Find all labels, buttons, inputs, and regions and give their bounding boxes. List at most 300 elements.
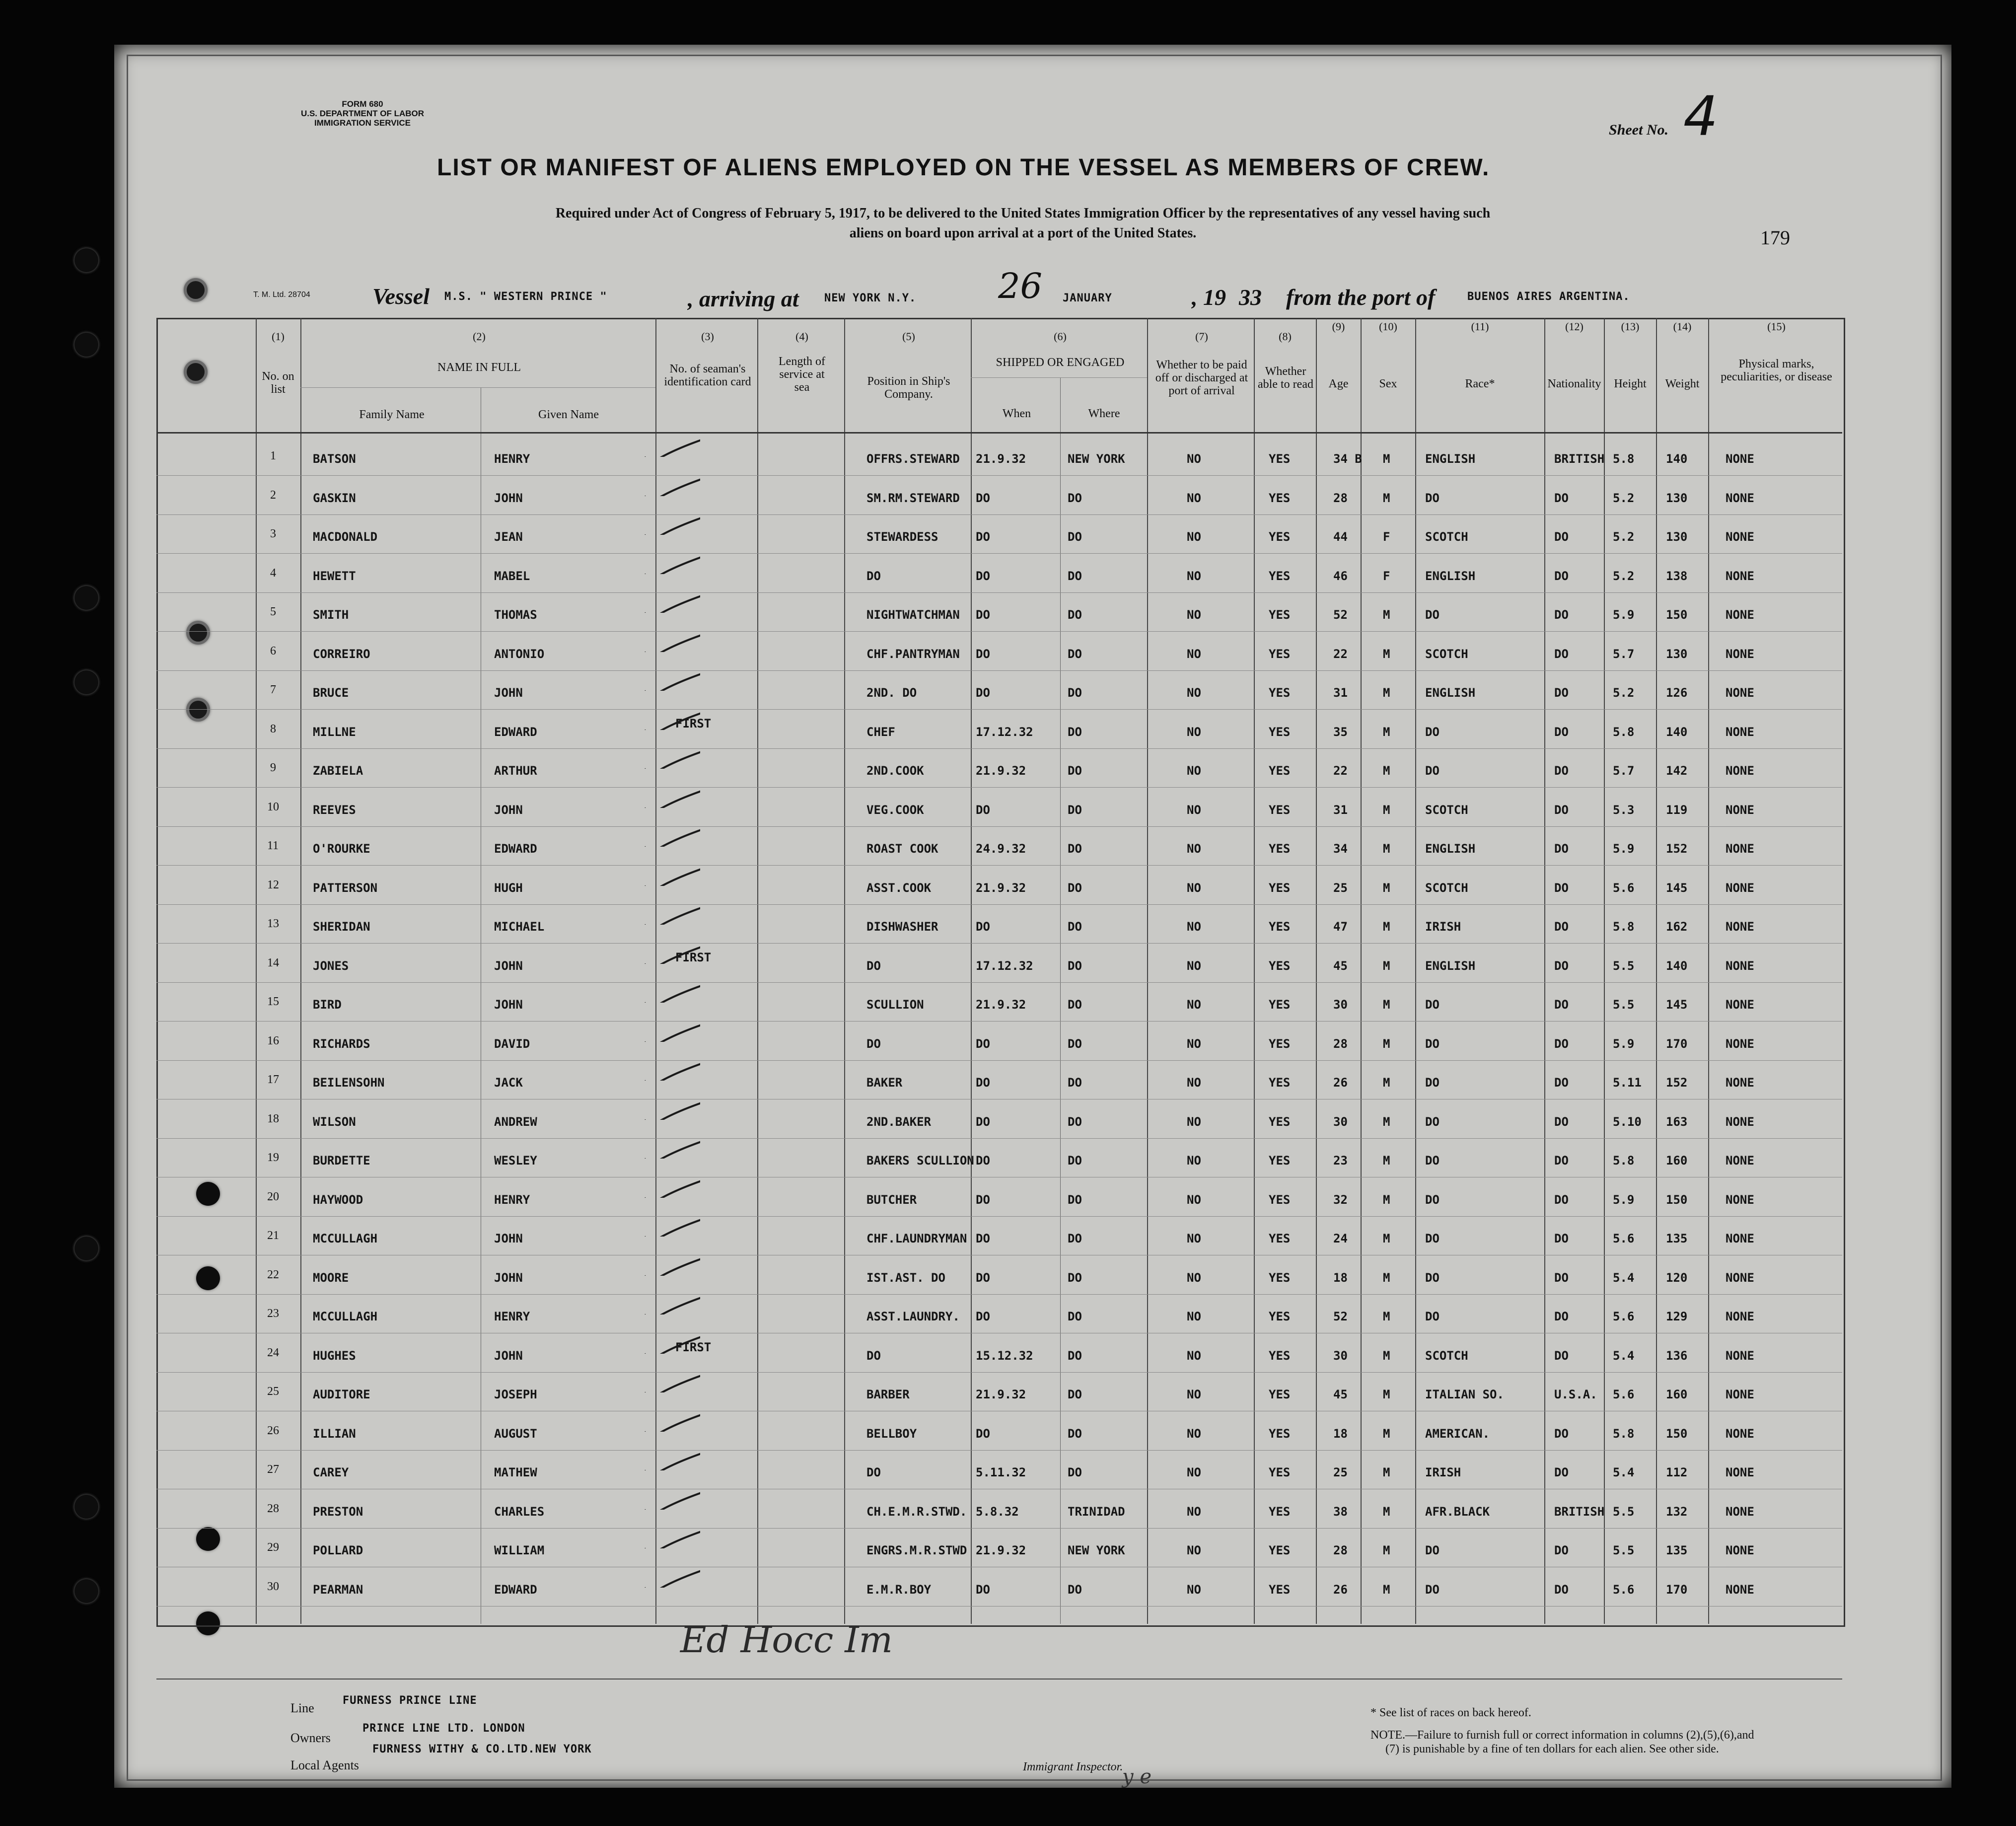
race-cell: ITALIAN SO. (1425, 1388, 1504, 1401)
row-rule (156, 1294, 1842, 1295)
shipped-where-cell: DO (1068, 1388, 1082, 1401)
row-number-cell: 5 (270, 605, 276, 618)
row-number-cell: 16 (267, 1034, 279, 1047)
paid-off-cell: NO (1187, 803, 1201, 817)
nationality-cell: DO (1554, 647, 1569, 661)
race-cell: DO (1425, 998, 1440, 1012)
position-cell: NIGHTWATCHMAN (866, 608, 960, 622)
table-row (0, 449, 2016, 489)
shipped-where-cell: DO (1068, 491, 1082, 505)
given-name-cell: HENRY (494, 1193, 530, 1207)
checkmark-icon (641, 1139, 700, 1159)
table-row (0, 1385, 2016, 1424)
physical-marks-cell: NONE (1726, 1505, 1754, 1519)
race-cell: DO (1425, 1037, 1440, 1051)
given-name-cell: HENRY (494, 452, 530, 466)
shipped-when-cell: DO (976, 686, 990, 700)
col-6-number: (6) (1054, 330, 1067, 343)
family-name-cell: RICHARDS (313, 1037, 370, 1051)
physical-marks-cell: NONE (1726, 1465, 1754, 1479)
height-cell: 5.9 (1613, 842, 1635, 856)
paid-off-cell: NO (1187, 1271, 1201, 1285)
paid-off-cell: NO (1187, 725, 1201, 739)
weight-cell: 160 (1666, 1388, 1688, 1401)
table-row (0, 1034, 2016, 1074)
shipped-where-cell: NEW YORK (1068, 452, 1125, 466)
weight-cell: 150 (1666, 608, 1688, 622)
page-number: 179 (1760, 226, 1790, 249)
handwritten-signature: Ed Hocc Im (680, 1619, 893, 1661)
age-cell: 25 (1333, 881, 1348, 895)
family-name-cell: JONES (313, 959, 349, 973)
physical-marks-cell: NONE (1726, 491, 1754, 505)
position-cell: ROAST COOK (866, 842, 938, 856)
physical-marks-cell: NONE (1726, 920, 1754, 934)
nationality-cell: DO (1554, 725, 1569, 739)
weight-cell: 162 (1666, 920, 1688, 934)
race-cell: DO (1425, 1154, 1440, 1168)
age-cell: 23 (1333, 1154, 1348, 1168)
page-mark: y e (1122, 1765, 1152, 1788)
nationality-cell: DO (1554, 1076, 1569, 1090)
age-cell: 35 (1333, 725, 1348, 739)
given-name-cell: MABEL (494, 569, 530, 583)
shipped-when-cell: DO (976, 1115, 990, 1129)
subtitle (348, 204, 1698, 243)
shipped-where-cell: DO (1068, 1037, 1082, 1051)
able-to-read-cell: YES (1269, 842, 1291, 856)
table-row (0, 1268, 2016, 1308)
shipped-where-cell: DO (1068, 998, 1082, 1012)
family-name-cell: SMITH (313, 608, 349, 622)
arriving-label: , arriving at (688, 286, 799, 311)
sex-cell: F (1383, 530, 1390, 544)
shipped-when-cell: DO (976, 1310, 990, 1323)
subtitle-line-2: aliens on board upon arrival at a port of the United States. (849, 225, 1197, 241)
physical-marks-cell: NONE (1726, 1037, 1754, 1051)
height-cell: 5.5 (1613, 959, 1635, 973)
shipped-where-cell: DO (1068, 842, 1082, 856)
weight-cell: 132 (1666, 1505, 1688, 1519)
race-cell: DO (1425, 1115, 1440, 1129)
checkmark-icon (641, 1022, 700, 1042)
shipped-when-cell: DO (976, 1076, 990, 1090)
race-cell: IRISH (1425, 1465, 1461, 1479)
weight-cell: 130 (1666, 530, 1688, 544)
table-row (0, 801, 2016, 840)
paid-off-cell: NO (1187, 881, 1201, 895)
shipped-where-cell: DO (1068, 803, 1082, 817)
physical-marks-cell: NONE (1726, 725, 1754, 739)
able-to-read-cell: YES (1269, 920, 1291, 934)
paid-off-cell: NO (1187, 686, 1201, 700)
given-name-cell: JOHN (494, 1349, 523, 1363)
height-cell: 5.2 (1613, 530, 1635, 544)
row-number-cell: 26 (267, 1424, 279, 1437)
family-name-cell: WILSON (313, 1115, 356, 1129)
col-13-number: (13) (1621, 320, 1640, 333)
nationality-cell: DO (1554, 1583, 1569, 1597)
shipped-where-cell: DO (1068, 1076, 1082, 1090)
shipped-when-cell: DO (976, 920, 990, 934)
nationality-cell: DO (1554, 1543, 1569, 1557)
checkmark-icon (641, 1178, 700, 1198)
age-cell: 52 (1333, 608, 1348, 622)
height-cell: 5.6 (1613, 1232, 1635, 1245)
row-rule (156, 1606, 1842, 1607)
line-label: Line (290, 1701, 314, 1715)
family-name-cell: HAYWOOD (313, 1193, 363, 1207)
weight-cell: 120 (1666, 1271, 1688, 1285)
physical-marks-cell: NONE (1726, 530, 1754, 544)
checkmark-icon (641, 1334, 700, 1354)
able-to-read-cell: YES (1269, 1115, 1291, 1129)
weight-cell: 135 (1666, 1232, 1688, 1245)
checkmark-icon (641, 1256, 700, 1276)
given-name-cell: JOHN (494, 959, 523, 973)
binder-hole (74, 248, 98, 272)
owners-value-1: PRINCE LINE LTD. LONDON (362, 1722, 525, 1735)
checkmark-icon (641, 437, 700, 457)
height-cell: 5.5 (1613, 1505, 1635, 1519)
footer-divider (156, 1679, 1842, 1680)
arrival-month: JANUARY (1063, 292, 1112, 304)
sex-cell: M (1383, 647, 1390, 661)
sex-cell: M (1383, 686, 1390, 700)
col-6b-header: Where (1088, 407, 1120, 420)
paid-off-cell: NO (1187, 647, 1201, 661)
sex-cell: M (1383, 1115, 1390, 1129)
paid-off-cell: NO (1187, 1076, 1201, 1090)
paid-off-cell: NO (1187, 998, 1201, 1012)
family-name-cell: BEILENSOHN (313, 1076, 385, 1090)
position-cell: DO (866, 1465, 881, 1479)
age-cell: 38 (1333, 1505, 1348, 1519)
given-name-cell: ARTHUR (494, 764, 537, 778)
checkmark-icon (641, 1490, 700, 1510)
table-row (0, 1502, 2016, 1541)
sex-cell: M (1383, 1583, 1390, 1597)
nationality-cell: DO (1554, 1193, 1569, 1207)
row-number-cell: 12 (267, 878, 279, 891)
sub-header-line (971, 377, 1147, 378)
shipped-where-cell: DO (1068, 530, 1082, 544)
position-cell: OFFRS.STEWARD (866, 452, 960, 466)
col-13-header: Height (1614, 377, 1647, 390)
row-rule (156, 670, 1842, 671)
race-cell: DO (1425, 1232, 1440, 1245)
age-cell: 28 (1333, 1543, 1348, 1557)
height-cell: 5.6 (1613, 1310, 1635, 1323)
race-cell: DO (1425, 1193, 1440, 1207)
vessel-name: M.S. " WESTERN PRINCE " (444, 291, 607, 303)
row-number-cell: 8 (270, 723, 276, 735)
shipped-where-cell: DO (1068, 725, 1082, 739)
col-2b-header: Given Name (538, 408, 599, 421)
penalty-note-line-1: NOTE.—Failure to furnish full or correct information in columns (2),(5),(6),and (1370, 1729, 1754, 1742)
position-cell: SM.RM.STEWARD (866, 491, 960, 505)
age-cell: 32 (1333, 1193, 1348, 1207)
race-cell: SCOTCH (1425, 647, 1468, 661)
physical-marks-cell: NONE (1726, 569, 1754, 583)
height-cell: 5.2 (1613, 491, 1635, 505)
checkmark-icon (641, 1295, 700, 1315)
col-10-number: (10) (1379, 320, 1397, 333)
physical-marks-cell: NONE (1726, 1076, 1754, 1090)
family-name-cell: BRUCE (313, 686, 349, 700)
able-to-read-cell: YES (1269, 530, 1291, 544)
given-name-cell: WILLIAM (494, 1543, 545, 1557)
row-number-cell: 30 (267, 1580, 279, 1593)
weight-cell: 135 (1666, 1543, 1688, 1557)
age-cell: 30 (1333, 1349, 1348, 1363)
paid-off-cell: NO (1187, 1154, 1201, 1168)
nationality-cell: DO (1554, 1427, 1569, 1441)
sex-cell: M (1383, 1310, 1390, 1323)
sex-cell: M (1383, 1193, 1390, 1207)
row-rule (156, 1372, 1842, 1373)
row-number-cell: 6 (270, 645, 276, 657)
able-to-read-cell: YES (1269, 569, 1291, 583)
height-cell: 5.3 (1613, 803, 1635, 817)
sex-cell: M (1383, 1505, 1390, 1519)
row-rule (156, 826, 1842, 827)
physical-marks-cell: NONE (1726, 1427, 1754, 1441)
age-cell: 47 (1333, 920, 1348, 934)
age-cell: 45 (1333, 959, 1348, 973)
able-to-read-cell: YES (1269, 647, 1291, 661)
race-cell: IRISH (1425, 920, 1461, 934)
height-cell: 5.10 (1613, 1115, 1642, 1129)
family-name-cell: MILLNE (313, 725, 356, 739)
binder-hole (74, 333, 98, 357)
race-cell: DO (1425, 1310, 1440, 1323)
physical-marks-cell: NONE (1726, 1232, 1754, 1245)
physical-marks-cell: NONE (1726, 452, 1754, 466)
row-number-cell: 28 (267, 1502, 279, 1515)
nationality-cell: DO (1554, 842, 1569, 856)
col-7-number: (7) (1195, 330, 1208, 343)
given-name-cell: JEAN (494, 530, 523, 544)
col-2-header: NAME IN FULL (437, 361, 521, 374)
checkmark-icon (641, 749, 700, 769)
position-cell: CHF.LAUNDRYMAN (866, 1232, 967, 1245)
departure-port: BUENOS AIRES ARGENTINA. (1467, 291, 1630, 303)
checkmark-icon (641, 1568, 700, 1588)
nationality-cell: DO (1554, 1037, 1569, 1051)
shipped-when-cell: 17.12.32 (976, 959, 1033, 973)
family-name-cell: O'ROURKE (313, 842, 370, 856)
shipped-where-cell: DO (1068, 920, 1082, 934)
sub-header-line (300, 387, 655, 388)
sex-cell: M (1383, 1465, 1390, 1479)
table-row (0, 683, 2016, 723)
table-row (0, 605, 2016, 645)
col-4-header: Length of service at sea (779, 355, 825, 394)
nationality-cell: U.S.A. (1554, 1388, 1597, 1401)
checkmark-icon (641, 632, 700, 652)
row-rule (156, 1138, 1842, 1139)
shipped-when-cell: 15.12.32 (976, 1349, 1033, 1363)
shipped-when-cell: 5.11.32 (976, 1465, 1026, 1479)
arrival-port: NEW YORK N.Y. (824, 292, 917, 304)
sheet-number: 4 (1683, 84, 1718, 148)
physical-marks-cell: NONE (1726, 686, 1754, 700)
col-12-header: Nationality (1547, 377, 1601, 390)
paid-off-cell: NO (1187, 920, 1201, 934)
subtitle-line-1: Required under Act of Congress of February 5, 1917, to be delivered to the United States Immigration Officer by the representatives of any vessel having such (555, 206, 1491, 221)
given-name-cell: JOSEPH (494, 1388, 537, 1401)
form-number: FORM 680 (342, 99, 383, 109)
sex-cell: M (1383, 491, 1390, 505)
able-to-read-cell: YES (1269, 998, 1291, 1012)
age-cell: 24 (1333, 1232, 1348, 1245)
page-title: LIST OR MANIFEST OF ALIENS EMPLOYED ON THE VESSEL AS MEMBERS OF CREW. (437, 154, 1490, 181)
row-rule (156, 631, 1842, 632)
family-name-cell: CORREIRO (313, 647, 370, 661)
row-rule (156, 787, 1842, 788)
shipped-when-cell: 24.9.32 (976, 842, 1026, 856)
race-cell: SCOTCH (1425, 1349, 1468, 1363)
given-name-cell: JOHN (494, 686, 523, 700)
table-row (0, 1580, 2016, 1619)
col-10-header: Sex (1379, 377, 1397, 390)
table-row (0, 1424, 2016, 1463)
shipped-when-cell: DO (976, 1154, 990, 1168)
shipped-when-cell: 21.9.32 (976, 1543, 1026, 1557)
row-number-cell: 9 (270, 761, 276, 774)
shipped-where-cell: DO (1068, 1115, 1082, 1129)
row-number-cell: 14 (267, 956, 279, 969)
age-cell: 26 (1333, 1583, 1348, 1597)
nationality-cell: DO (1554, 1115, 1569, 1129)
weight-cell: 145 (1666, 881, 1688, 895)
physical-marks-cell: NONE (1726, 608, 1754, 622)
given-name-cell: ANTONIO (494, 647, 545, 661)
col-7-header: Whether to be paid off or discharged at port of arrival (1155, 359, 1248, 397)
row-number-cell: 13 (267, 917, 279, 930)
row-number-cell: 1 (270, 449, 276, 462)
age-cell: 22 (1333, 764, 1348, 778)
given-name-cell: MICHAEL (494, 920, 545, 934)
race-cell: AFR.BLACK (1425, 1505, 1490, 1519)
sex-cell: M (1383, 920, 1390, 934)
race-cell: DO (1425, 1271, 1440, 1285)
seaman-card-cell: FIRST (675, 717, 712, 730)
paid-off-cell: NO (1187, 452, 1201, 466)
shipped-when-cell: 21.9.32 (976, 452, 1026, 466)
weight-cell: 136 (1666, 1349, 1688, 1363)
family-name-cell: MOORE (313, 1271, 349, 1285)
physical-marks-cell: NONE (1726, 1115, 1754, 1129)
age-cell: 31 (1333, 803, 1348, 817)
age-cell: 44 (1333, 530, 1348, 544)
able-to-read-cell: YES (1269, 686, 1291, 700)
weight-cell: 140 (1666, 725, 1688, 739)
family-name-cell: SHERIDAN (313, 920, 370, 934)
height-cell: 5.9 (1613, 608, 1635, 622)
shipped-where-cell: DO (1068, 1583, 1082, 1597)
checkmark-icon (641, 1061, 700, 1081)
paid-off-cell: NO (1187, 1505, 1201, 1519)
nationality-cell: DO (1554, 1349, 1569, 1363)
position-cell: STEWARDESS (866, 530, 938, 544)
shipped-when-cell: 5.8.32 (976, 1505, 1019, 1519)
row-rule (156, 1060, 1842, 1061)
position-cell: BARBER (866, 1388, 910, 1401)
race-cell: DO (1425, 608, 1440, 622)
department: U.S. DEPARTMENT OF LABOR (300, 109, 425, 118)
nationality-cell: DO (1554, 530, 1569, 544)
height-cell: 5.4 (1613, 1271, 1635, 1285)
shipped-when-cell: DO (976, 647, 990, 661)
col-11-header: Race* (1465, 377, 1495, 390)
age-cell: 52 (1333, 1310, 1348, 1323)
checkmark-icon (641, 944, 700, 964)
age-cell: 45 (1333, 1388, 1348, 1401)
col-12-number: (12) (1565, 320, 1584, 333)
given-name-cell: JOHN (494, 1271, 523, 1285)
checkmark-icon (641, 593, 700, 613)
binder-ring (184, 278, 208, 302)
seaman-card-cell: FIRST (675, 950, 712, 964)
position-cell: BAKERS SCULLION (866, 1154, 974, 1168)
shipped-where-cell: DO (1068, 569, 1082, 583)
nationality-cell: DO (1554, 881, 1569, 895)
checkmark-icon (641, 1217, 700, 1237)
col-14-number: (14) (1673, 320, 1692, 333)
position-cell: CHF.PANTRYMAN (866, 647, 960, 661)
table-row (0, 1340, 2016, 1386)
table-row (0, 1112, 2016, 1152)
arrival-day: 26 (998, 266, 1043, 306)
able-to-read-cell: YES (1269, 1193, 1291, 1207)
col-8-number: (8) (1279, 330, 1292, 343)
family-name-cell: MCCULLAGH (313, 1310, 378, 1323)
sex-cell: M (1383, 881, 1390, 895)
col-1-header: No. on list (262, 370, 294, 396)
family-name-cell: BIRD (313, 998, 342, 1012)
shipped-when-cell: DO (976, 530, 990, 544)
table-row (0, 878, 2016, 918)
able-to-read-cell: YES (1269, 1543, 1291, 1557)
height-cell: 5.8 (1613, 452, 1635, 466)
row-rule (156, 982, 1842, 983)
race-cell: ENGLISH (1425, 842, 1476, 856)
row-rule (156, 943, 1842, 944)
checkmark-icon (641, 476, 700, 496)
col-5-number: (5) (902, 330, 915, 343)
paid-off-cell: NO (1187, 491, 1201, 505)
sex-cell: M (1383, 452, 1390, 466)
given-name-cell: CHARLES (494, 1505, 545, 1519)
sex-cell: M (1383, 959, 1390, 973)
weight-cell: 150 (1666, 1193, 1688, 1207)
family-name-cell: GASKIN (313, 491, 356, 505)
line-value: FURNESS PRINCE LINE (343, 1694, 477, 1707)
height-cell: 5.7 (1613, 764, 1635, 778)
table-row (0, 761, 2016, 801)
row-rule (156, 748, 1842, 749)
shipped-where-cell: DO (1068, 1310, 1082, 1323)
position-cell: DO (866, 1349, 881, 1363)
table-row (0, 567, 2016, 606)
weight-cell: 152 (1666, 1076, 1688, 1090)
paid-off-cell: NO (1187, 842, 1201, 856)
race-cell: AMERICAN. (1425, 1427, 1490, 1441)
shipped-when-cell: DO (976, 803, 990, 817)
checkmark-icon (641, 554, 700, 574)
